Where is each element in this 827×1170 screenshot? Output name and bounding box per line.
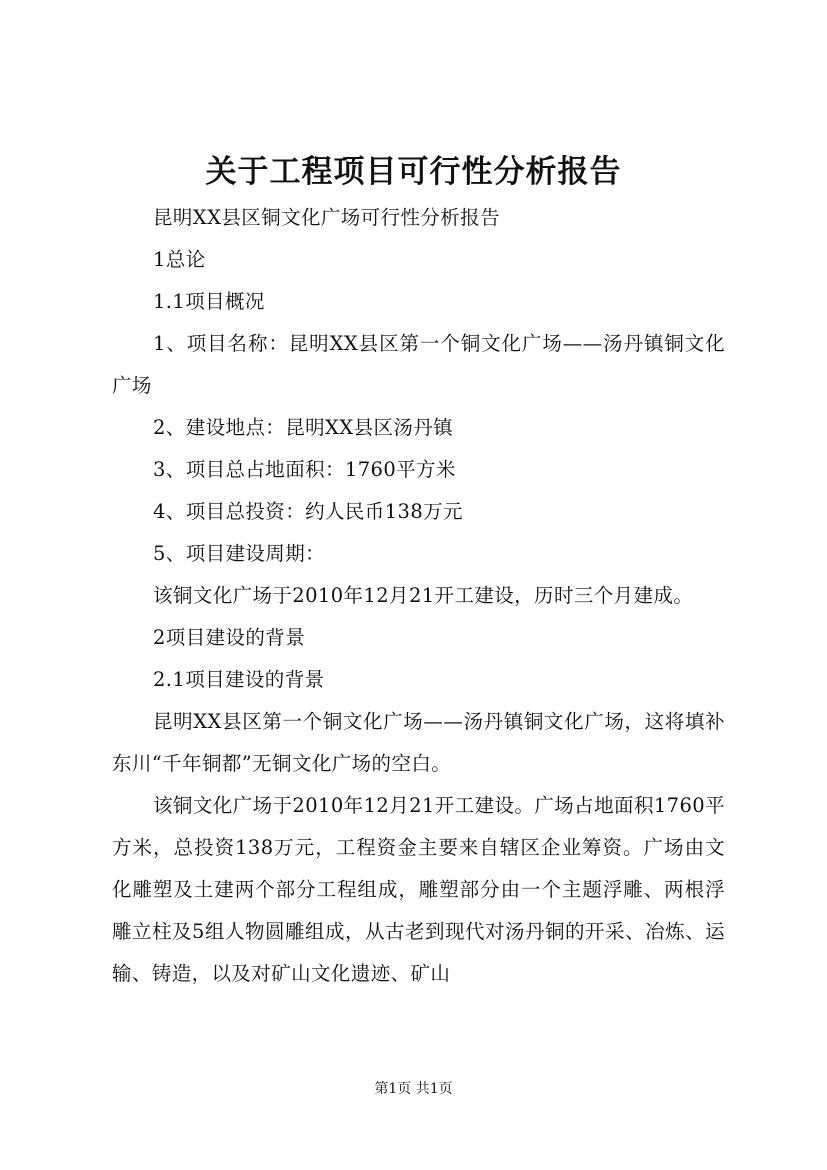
paragraph-background-2: 该铜文化广场于2010年12月21开工建设。广场占地面积1760平方米，总投资138万元，工程资金主要来自辖区企业筹资。广场由文化雕塑及土建两个部分工程组成，雕塑部分由一个主题浮雕、两根浮雕立柱及5组人物圆雕组成，从古老到现代对汤丹铜的开采、冶炼、运输、铸造，以及对矿山文化遗迹、矿山	[112, 794, 725, 985]
paragraph-area: 3、项目总占地面积：1760平方米	[153, 458, 456, 481]
paragraph-investment: 4、项目总投资：约人民币138万元	[153, 500, 463, 523]
paragraph-section-1: 1总论	[153, 248, 206, 271]
paragraph-report-subtitle: 昆明XX县区铜文化广场可行性分析报告	[153, 206, 500, 229]
page-footer: 第1页 共1页	[374, 1081, 453, 1097]
paragraph-section-1-1: 1.1项目概况	[153, 290, 265, 313]
document-body	[112, 197, 725, 995]
paragraph-section-2: 2项目建设的背景	[153, 626, 306, 649]
paragraph-period: 5、项目建设周期：	[153, 542, 326, 565]
paragraph-period-detail: 该铜文化广场于2010年12月21开工建设，历时三个月建成。	[153, 584, 694, 607]
paragraph-project-name: 1、项目名称：昆明XX县区第一个铜文化广场——汤丹镇铜文化广场	[112, 332, 725, 397]
document-title: 关于工程项目可行性分析报告	[205, 154, 622, 190]
paragraph-location: 2、建设地点：昆明XX县区汤丹镇	[153, 416, 454, 439]
paragraph-background-1: 昆明XX县区第一个铜文化广场——汤丹镇铜文化广场，这将填补东川“千年铜都”无铜文化广场的空白。	[112, 710, 725, 775]
paragraph-section-2-1: 2.1项目建设的背景	[153, 668, 325, 691]
